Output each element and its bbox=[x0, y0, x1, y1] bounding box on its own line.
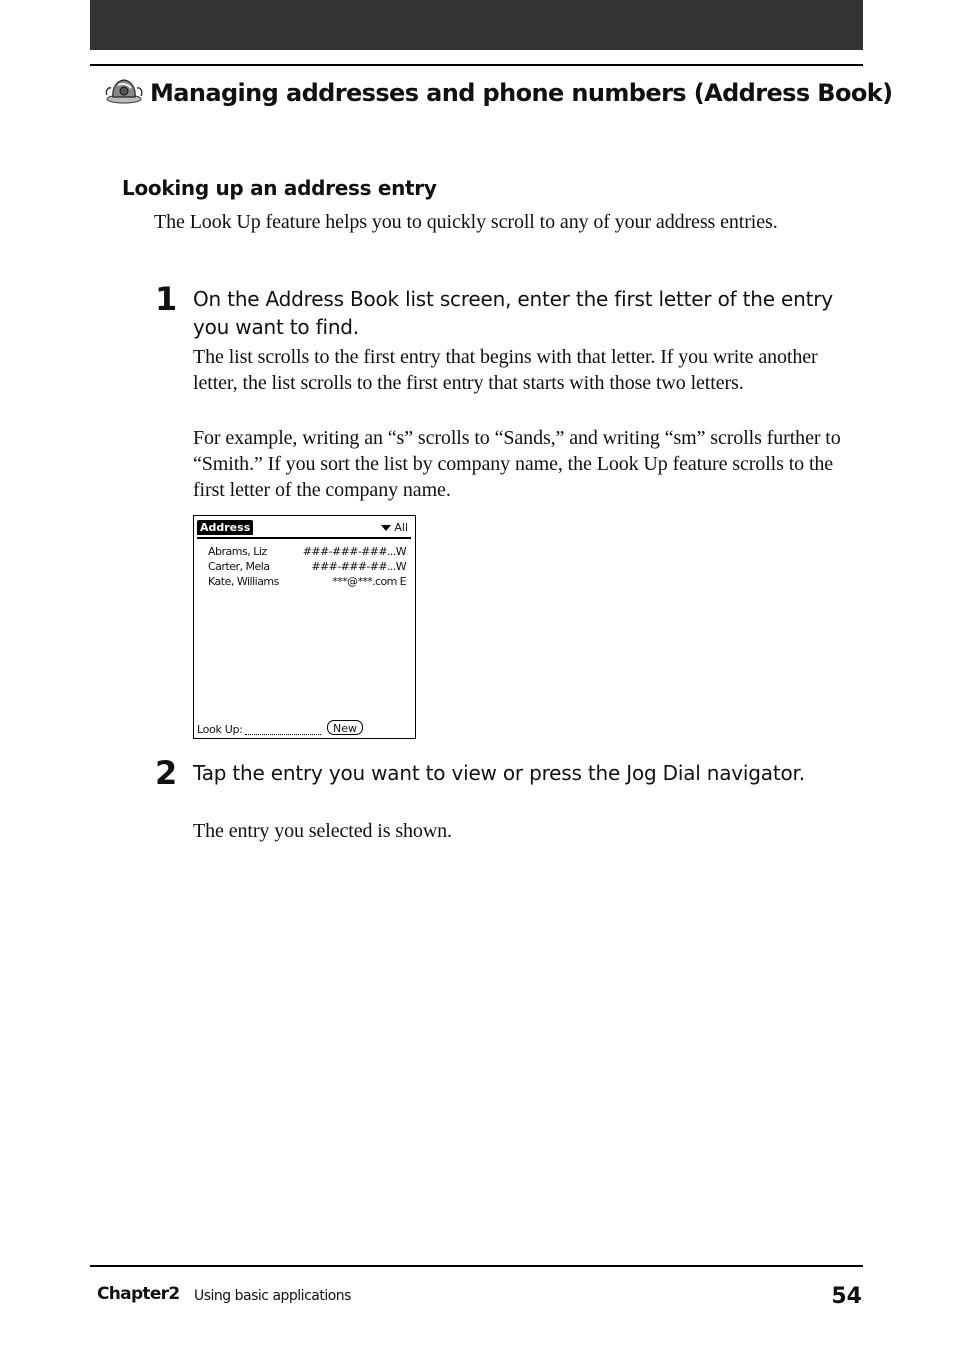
footer-description: Using basic applications bbox=[194, 1288, 351, 1304]
palm-entry-detail: ***@***.com E bbox=[332, 575, 406, 588]
palm-entry-name: Kate, Williams bbox=[208, 575, 279, 588]
section-title bbox=[104, 76, 893, 110]
palm-category-picker[interactable] bbox=[381, 521, 408, 534]
palm-entry-name: Carter, Mela bbox=[208, 560, 270, 573]
footer-rule bbox=[90, 1265, 863, 1267]
palm-lookup-field[interactable] bbox=[245, 734, 321, 735]
palm-entry-detail: ###-###-##...W bbox=[311, 560, 406, 573]
footer-chapter: Chapter2 bbox=[97, 1284, 180, 1304]
step-number-1: 1 bbox=[155, 280, 178, 318]
address-book-phone-icon bbox=[104, 75, 144, 111]
palm-entry-name: Abrams, Liz bbox=[208, 545, 267, 558]
palm-list-item[interactable] bbox=[208, 545, 406, 559]
subsection-title: Looking up an address entry bbox=[122, 176, 437, 200]
step-1-paragraph-1: The list scrolls to the first entry that begins with that letter. If you write another letter, the list scrolls to the first entry that starts with those two letters. bbox=[193, 346, 818, 394]
section-title-text: Managing addresses and phone numbers (Address Book) bbox=[150, 79, 893, 107]
address-book-screenshot bbox=[193, 515, 416, 739]
step-1-paragraph-2: For example, writing an “s” scrolls to “Sands,” and writing “sm” scrolls further to “Smith.” If you sort the list by company name, the Look Up feature scrolls to the first letter of the company name. bbox=[193, 427, 841, 501]
palm-new-button[interactable]: New bbox=[327, 720, 363, 735]
palm-lookup-label: Look Up: bbox=[197, 723, 243, 736]
palm-category-label: All bbox=[394, 521, 408, 534]
step-heading-1: On the Address Book list screen, enter the first letter of the entry you want to find. bbox=[193, 287, 833, 339]
palm-list-item[interactable] bbox=[208, 560, 406, 574]
step-number-2: 2 bbox=[155, 754, 178, 792]
palm-app-title: Address bbox=[197, 520, 253, 535]
palm-title-bar bbox=[197, 520, 411, 539]
dropdown-triangle-icon bbox=[381, 525, 391, 531]
step-2-paragraph-1: The entry you selected is shown. bbox=[193, 820, 452, 842]
page-number: 54 bbox=[831, 1284, 862, 1309]
palm-list-item[interactable] bbox=[208, 575, 406, 589]
intro-paragraph: The Look Up feature helps you to quickly scroll to any of your address entries. bbox=[154, 211, 778, 233]
header-bar bbox=[90, 0, 863, 50]
palm-entry-detail: ###-###-###...W bbox=[302, 545, 406, 558]
header-rule bbox=[90, 64, 863, 66]
step-heading-2: Tap the entry you want to view or press the Jog Dial navigator. bbox=[193, 761, 805, 785]
